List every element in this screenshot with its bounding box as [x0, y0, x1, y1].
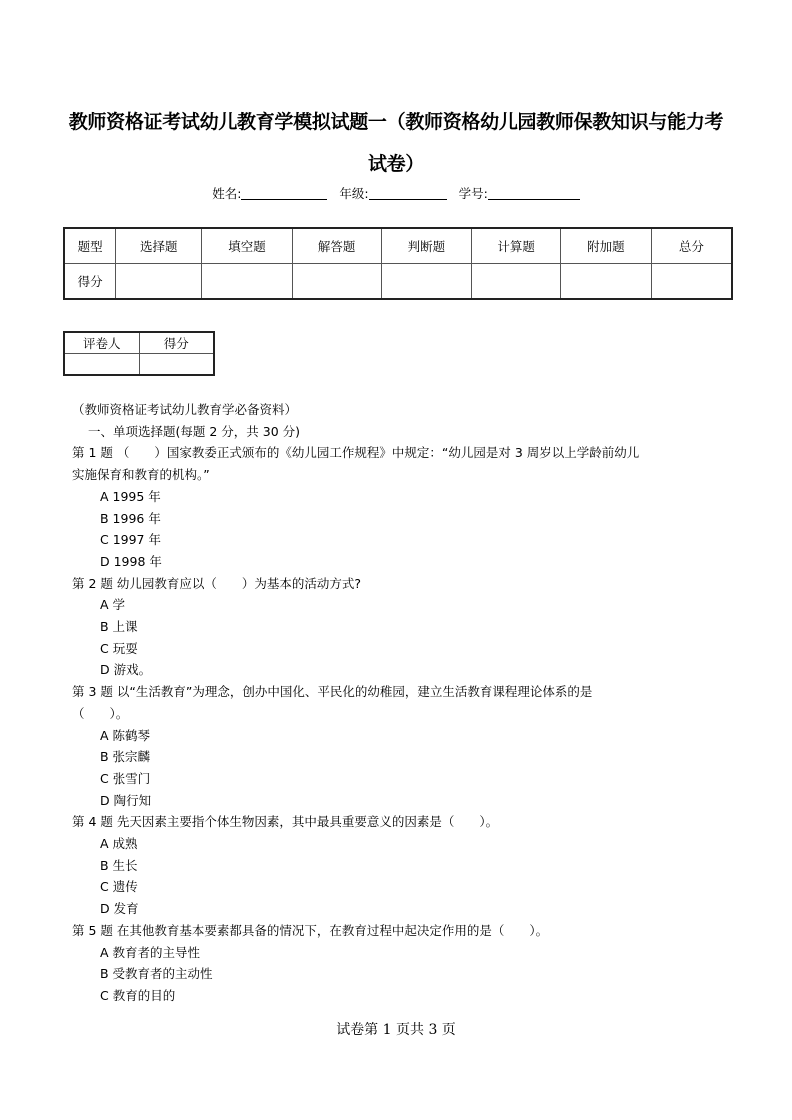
question-stem: 第 1 题 （ ）国家教委正式颁布的《幼儿园工作规程》中规定：“幼儿园是对 3 周岁以上学龄前幼儿	[72, 445, 640, 461]
answer-option: B 上课	[100, 619, 138, 635]
question-stem: 第 5 题 在其他教育基本要素都具备的情况下，在教育过程中起决定作用的是（ ）。	[72, 922, 549, 938]
grader-score-cell[interactable]	[139, 354, 214, 376]
note-text: （教师资格证考试幼儿教育学必备资料）	[72, 402, 298, 417]
question-1	[72, 442, 732, 572]
grader-table-input-row	[64, 354, 214, 376]
question-3	[72, 681, 732, 811]
name-field[interactable]	[241, 187, 327, 200]
document-title-line-2: 试卷）	[367, 153, 425, 175]
score-table-header-row	[64, 228, 732, 264]
question-stem: 实施保育和教育的机构。”	[72, 467, 210, 483]
answer-option: A 1995 年	[100, 488, 161, 504]
answer-option: C 教育的目的	[100, 987, 176, 1003]
student-id-label: 学号:	[458, 186, 488, 201]
score-cell[interactable]	[381, 264, 472, 300]
score-header-cell: 总分	[651, 228, 732, 264]
answer-option: B 受教育者的主动性	[100, 966, 213, 982]
question-2	[72, 573, 732, 682]
score-cell[interactable]	[202, 264, 293, 300]
student-info	[0, 184, 792, 202]
name-label: 姓名:	[212, 186, 242, 201]
section-heading: 一、单项选择题(每题 2 分，共 30 分)	[88, 423, 301, 439]
answer-option: D 游戏。	[100, 662, 152, 678]
score-header-cell: 选择题	[116, 228, 202, 264]
score-header-cell: 题型	[64, 228, 116, 264]
score-cell[interactable]	[116, 264, 202, 300]
score-header-cell: 填空题	[202, 228, 293, 264]
answer-option: D 1998 年	[100, 553, 162, 569]
score-table-score-row	[64, 264, 732, 300]
answer-option: A 成熟	[100, 836, 138, 852]
answer-option: B 生长	[100, 857, 138, 873]
answer-option: C 张雪门	[100, 770, 151, 786]
score-cell[interactable]	[292, 264, 381, 300]
score-header-cell: 解答题	[292, 228, 381, 264]
answer-option: D 发育	[100, 901, 139, 917]
answer-option: B 张宗麟	[100, 749, 151, 765]
question-stem: （ ）。	[72, 705, 129, 721]
answer-option: A 陈鹤琴	[100, 727, 151, 743]
exam-body	[72, 399, 732, 1007]
answer-option: D 陶行知	[100, 792, 152, 808]
answer-option: A 教育者的主导性	[100, 944, 201, 960]
question-5	[72, 920, 732, 1007]
grader-cell[interactable]	[64, 354, 139, 376]
grader-header-cell: 评卷人	[64, 332, 139, 354]
score-header-cell: 判断题	[381, 228, 472, 264]
page-footer: 试卷第 1 页共 3 页	[336, 1022, 456, 1038]
score-cell[interactable]	[472, 264, 561, 300]
score-header-cell: 计算题	[472, 228, 561, 264]
score-cell[interactable]	[560, 264, 651, 300]
answer-option: A 学	[100, 597, 126, 613]
grader-header-cell: 得分	[139, 332, 214, 354]
question-stem: 第 2 题 幼儿园教育应以（ ）为基本的活动方式?	[72, 575, 362, 591]
score-header-cell: 附加题	[560, 228, 651, 264]
grade-label: 年级:	[339, 186, 369, 201]
answer-option: C 遗传	[100, 879, 138, 895]
answer-option: C 玩耍	[100, 640, 138, 656]
question-4	[72, 811, 732, 920]
question-stem: 第 3 题 以“生活教育”为理念，创办中国化、平民化的幼稚园，建立生活教育课程理论体系的是	[72, 684, 593, 700]
answer-option: C 1997 年	[100, 532, 161, 548]
grader-table	[63, 331, 215, 376]
score-cell[interactable]	[651, 264, 732, 300]
grader-table-header-row	[64, 332, 214, 354]
question-stem: 第 4 题 先天因素主要指个体生物因素，其中最具重要意义的因素是（ ）。	[72, 814, 499, 830]
score-table	[63, 227, 733, 300]
answer-option: B 1996 年	[100, 510, 161, 526]
student-id-field[interactable]	[488, 187, 580, 200]
grade-field[interactable]	[369, 187, 447, 200]
score-row-label: 得分	[64, 264, 116, 300]
document-title-line-1: 教师资格证考试幼儿教育学模拟试题一（教师资格幼儿园教师保教知识与能力考	[68, 111, 724, 133]
